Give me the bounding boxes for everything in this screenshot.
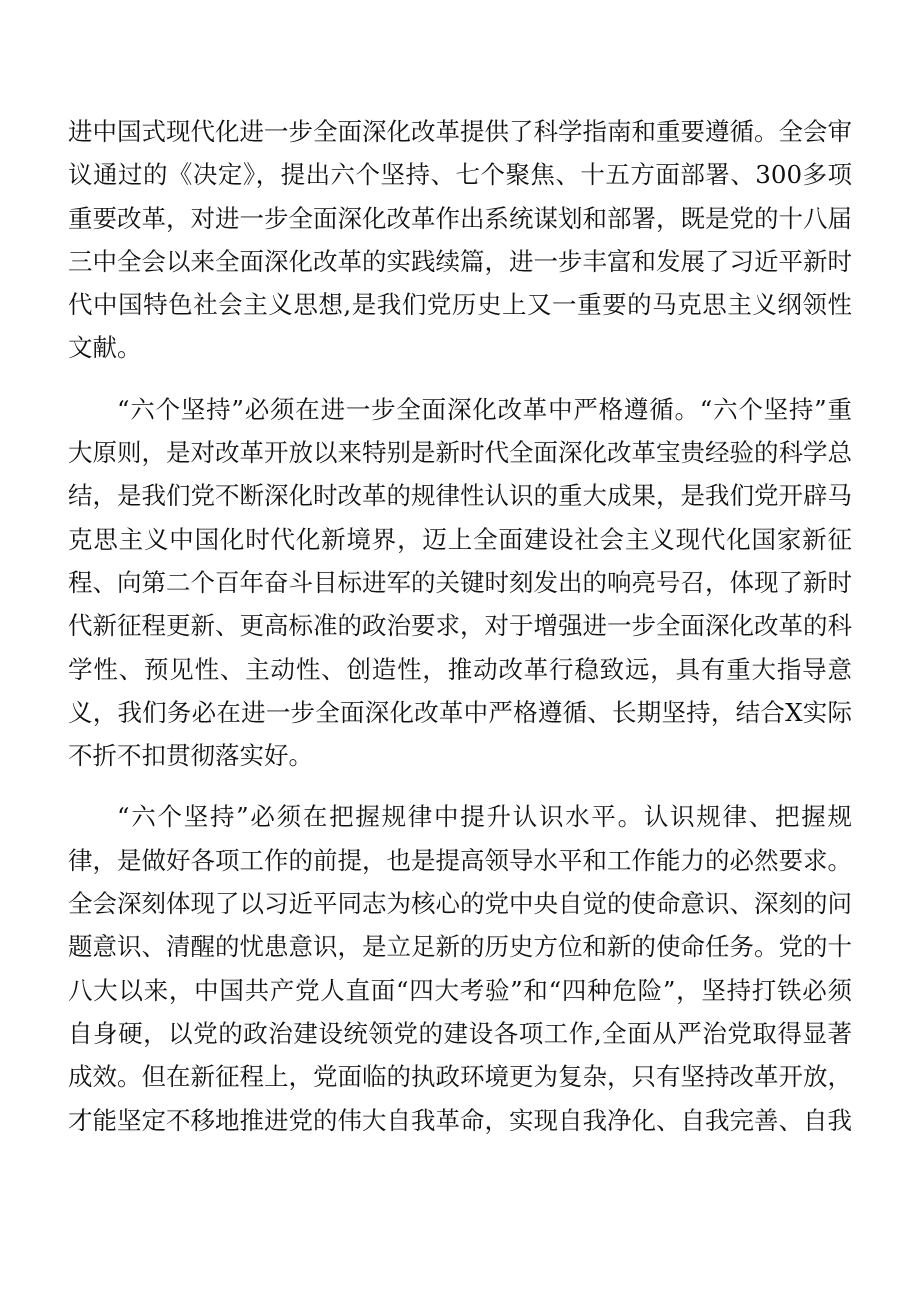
paragraph-3: “六个坚持”必须在把握规律中提升认识水平。认识规律、把握规律，是做好各项工作的前提，也是提高领导水平和工作能力的必然要求。全会深刻体现了以习近平同志为核心的党中央自觉的使命意识、深刻的问题意识、清醒的忧患意识，是立足新的历史方位和新的使命任务。党的十八大以来，中国共产党人直面“四大考验”和“四种危险”，坚持打铁必须自身硬，以党的政治建设统领党的建设各项工作,全面从严治党取得显著成效。但在新征程上，党面临的执政环境更为复杂，只有坚持改革开放，才能坚定不移地推进党的伟大自我革命，实现自我净化、自我完善、自我 bbox=[68, 802, 852, 1135]
paragraph-2: “六个坚持”必须在进一步全面深化改革中严格遵循。“六个坚持”重大原则，是对改革开放以来特别是新时代全面深化改革宝贵经验的科学总结，是我们党不断深化时改革的规律性认识的重大成果，是我们党开辟马克思主义中国化时代化新境界，迈上全面建设社会主义现代化国家新征程、向第二个百年奋斗目标进军的关键时刻发出的响亮号召，体现了新时代新征程更新、更高标准的政治要求，对于增强进一步全面深化改革的科学性、预见性、主动性、创造性，推动改革行稳致远，具有重大指导意义，我们务必在进一步全面深化改革中严格遵循、长期坚持，结合X实际不折不扣贯彻落实好。 bbox=[68, 394, 852, 771]
paragraph-1: 进中国式现代化进一步全面深化改革提供了科学指南和重要遵循。全会审议通过的《决定》，提出六个坚持、七个聚焦、十五方面部署、300多项重要改革，对进一步全面深化改革作出系统谋划和部署，既是党的十八届三中全会以来全面深化改革的实践续篇，进一步丰富和发展了习近平新时代中国特色社会主义思想,是我们党历史上又一重要的马克思主义纲领性文献。 bbox=[68, 117, 852, 363]
document-body bbox=[68, 110, 852, 1142]
